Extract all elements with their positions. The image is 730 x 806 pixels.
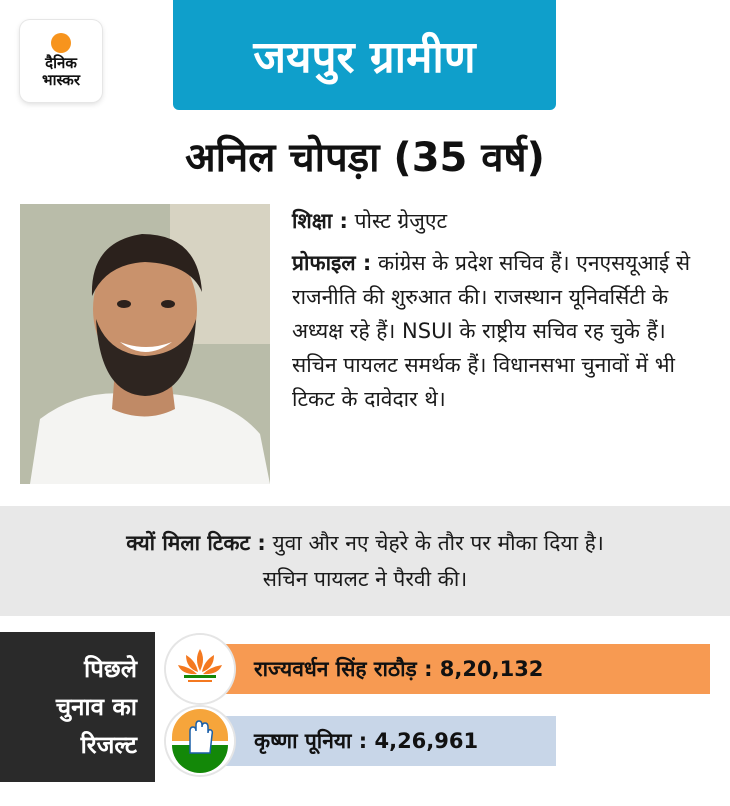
result-label-line3: रिजल्ट bbox=[80, 731, 137, 759]
previous-result-label bbox=[0, 632, 155, 782]
result-label-line1: पिछले bbox=[84, 655, 137, 683]
profile-row bbox=[292, 246, 712, 416]
constituency-title: जयपुर ग्रामीण bbox=[253, 32, 476, 83]
education-row bbox=[292, 204, 712, 238]
dainik-bhaskar-logo bbox=[20, 20, 102, 102]
candidate-details bbox=[292, 204, 712, 424]
sun-icon bbox=[51, 33, 71, 53]
result-text-congress: कृष्णा पूनिया : 4,26,961 bbox=[254, 729, 479, 753]
bjp-lotus-icon bbox=[166, 635, 234, 703]
result-text-bjp: राज्यवर्धन सिंह राठौड़ : 8,20,132 bbox=[254, 657, 544, 681]
ticket-reason-value: युवा और नए चेहरे के तौर पर मौका दिया है। सचिन पायलट ने पैरवी की। bbox=[262, 531, 604, 591]
profile-label: प्रोफाइल : bbox=[292, 251, 372, 275]
result-entry-congress bbox=[166, 710, 566, 772]
candidate-name: अनिल चोपड़ा (35 वर्ष) bbox=[185, 135, 545, 181]
congress-hand-icon bbox=[166, 707, 234, 775]
education-value: पोस्ट ग्रेजुएट bbox=[354, 209, 448, 233]
constituency-banner bbox=[173, 0, 556, 110]
candidate-portrait-icon bbox=[20, 204, 270, 484]
candidate-photo bbox=[20, 204, 270, 484]
profile-value: कांग्रेस के प्रदेश सचिव हैं। एनएसयूआई से राजनीति की शुरुआत की। राजस्थान यूनिवर्सिटी के अध्यक्ष रहे हैं। NSUI के राष्ट्रीय सचिव रह चुके हैं। सचिन पायलट समर्थक हैं। विधानसभा चुनावों में भी टिकट के दावेदार थे। bbox=[292, 251, 691, 411]
ticket-reason-label: क्यों मिला टिकट : bbox=[126, 531, 266, 555]
result-label-line2: चुनाव का bbox=[55, 693, 137, 721]
result-entry-bjp bbox=[166, 638, 710, 700]
logo-line1: दैनिक bbox=[45, 54, 77, 72]
logo-line2: भास्कर bbox=[42, 71, 80, 89]
ticket-reason-section bbox=[0, 506, 730, 616]
education-label: शिक्षा : bbox=[292, 209, 348, 233]
ticket-reason-text bbox=[105, 525, 625, 597]
